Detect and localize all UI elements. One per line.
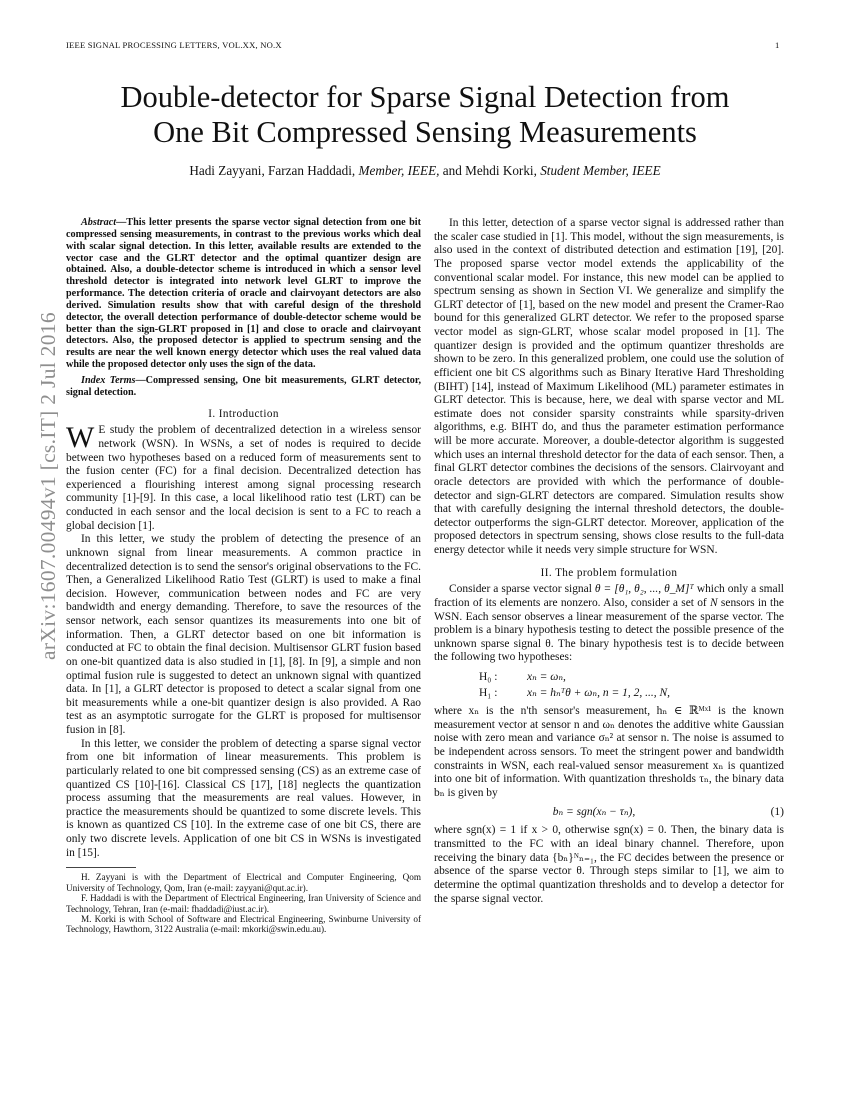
paper-title (0, 80, 850, 150)
theta-vector: θ = [θ₁, θ₂, ..., θ_M]ᵀ (594, 583, 694, 596)
problem-text-b: which only a small fraction of its elements are nonzero. Also, consider a set of (434, 583, 784, 609)
abstract (66, 217, 421, 371)
journal-header: IEEE SIGNAL PROCESSING LETTERS, VOL.XX, NO.X (66, 40, 282, 50)
equation-1-body: bₙ = sgn(xₙ − τₙ), (552, 806, 636, 819)
intro-paragraph-1 (66, 421, 421, 533)
problem-text-a: Consider a sparse vector signal (449, 583, 595, 596)
problem-text-c: sensors in the WSN. Each sensor observes a linear measurement of the sparse vector. The problem is a binary hypothesis testing to detect the possible presence of the unknown sparse signal θ. The binary hypothesis test is to decide between the following two hypotheses: (434, 596, 784, 664)
index-terms-label: Index Terms (81, 374, 136, 386)
index-terms (66, 375, 421, 399)
hypothesis-h0 (434, 669, 784, 685)
arxiv-stamp (36, 312, 60, 680)
title-line-1: Double-detector for Sparse Signal Detection from (120, 80, 730, 114)
sensor-count: N (710, 596, 718, 609)
abstract-label: Abstract (81, 217, 117, 228)
footnote-1: H. Zayyani is with the Department of Electrical and Computer Engineering, Qom University of Technology, Qom, Iran (e-mail: zayyani@qut.ac.ir). (66, 872, 421, 893)
hypothesis-h1 (434, 685, 784, 701)
author-role-2: Student Member, IEEE (540, 163, 661, 178)
footnote-2: F. Haddadi is with the Department of Electrical Engineering, Iran University of Science and Technology, Tehran, Iran (e-mail: fhaddadi@iust.ac.ir). (66, 893, 421, 914)
section-heading-problem-formulation: II. The problem formulation (540, 566, 678, 579)
right-column (434, 217, 784, 906)
h1-label: H₁ : (479, 687, 498, 699)
problem-paragraph-1 (434, 583, 784, 665)
problem-paragraph-2: where xₙ is the n'th sensor's measurement, hₙ ∈ ℝᴹˣ¹ is the known measurement vector at sensor n and ωₙ denotes the additive white Gaussian noise with zero mean and variance σₙ² at sensor n. The noise is assumed to be independent across sensors. To meet the stringent power and bandwidth constraints in WSN, each real-valued sensor measurement xₙ is quantized into one bit of information. With quantization thresholds τₙ, the binary data bₙ is given by (434, 705, 784, 799)
intro-paragraph-2: In this letter, we study the problem of detecting the presence of an unknown signal from linear measurements. A common practice in decentralized detection is to send the sensor's original observations to the FC. Then, a Generalized Likelihood Ratio Test (GLRT) is used to make a final decision. However, communication between nodes and FC are very bandwidth and energy demanding. Therefore, to save the resources of the sensor network, each sensor quantizes its measurements into one bit of information. Then, a GLRT detector based on one bit information is conducted at FC to obtain the final decision. Multisensor GLRT fusion based on one-bit quantized data is also studied in [1], [8]. In [9], a simple and non optimal fusion rule is suggested to detect an unknown signal with quantized data. In [1], a GLRT detector is proposed to detect a scalar signal from one bit measurements while a one-bit quantizer design is also provided. A Rao test as an asymptotic surrogate for the GLRT is proposed for multisensor fusion in [8]. (66, 533, 421, 737)
section-heading-introduction: I. Introduction (208, 407, 279, 420)
h0-label: H₀ : (479, 671, 498, 683)
abstract-text: —This letter presents the sparse vector signal detection from one bit compressed sensing measurements, in contrast to the previous works which deal with scalar signal detection. In this letter, available results are extended to the vector case and the GLRT detector and the optimal quantizer design are obtained. Also, a double-detector scheme is introduced in which a sensor level threshold detector is integrated into network level GLRT to improve the performance. The detection criteria of oracle and clairvoyant detectors are also derived. Simulation results show that with careful design of the threshold detector, the overall detection performance of double-detector scheme would be better than the sign-GLRT proposed in [1] and close to oracle and clairvoyant detectors. Also, the proposed detector is applied to spectrum sensing and the results are near the well known energy detector which uses the real valued data while the proposed detector only uses the sign of the data. (66, 217, 421, 371)
intro-paragraph-1-text: E study the problem of decentralized detection in a wireless sensor network (WSN). In WSNs, a set of nodes is required to decide between two hypotheses based on a reduced form of measurements sent to the fusion center (FC) for a final decision. Decentralized detection has experienced a flourishing interest among signal processing research community [1]-[9]. In this case, a local likelihood ratio test (LRT) can be conducted in each sensor and the local decision is sent to a FC to reach a global decision [1]. (66, 424, 421, 532)
right-paragraph-1: In this letter, detection of a sparse vector signal is addressed rather than the scaler case studied in [1]. This model, without the sign measurements, is also used in the context of distributed detection and estimation [19], [20]. The proposed sparse vector model extends the applicability of the conventional scalar model. For instance, this new model can be applied to spectrum sensing as shown in Section VI. We generalize and simplify the GLRT detector of [1], based on the new model and present the Cramer-Rao bound for this generalized GLRT detector. We refer to the proposed sparse vector model as sign-GLRT, whose scalar model proposed in [1]. The quantizer design is provided and the optimum quantizer thresholds are shown to be zero. In this generalized problem, one could use the solution of efficient one bit CS algorithms such as Binary Iterative Hard Thresholding (BIHT) [14], instead of Maximum Likelihood (ML) parameter estimates in GLRT detector. This is because, here, we deal with sparse vector and ML estimate does not consider sparsity constraints while sparsity-driven algorithms, e.g. BIHT do, and thus the parameter estimation performance will be more accurate. Moreover, a double-detector algorithm is suggested which uses an internal threshold detector for the data of each sensor. Then, a final GLRT detector combines the decisions of the sensors. Clairvoyant and oracle detectors are provided with which the performance of double-detector and sign-GLRT detectors are compared. Simulation results show that with carefully designing the internal threshold detectors, the double-detector outperforms the sign-GLRT detector. Moreover, application of the proposed detectors in spectrum sensing, shows close results to the full-data energy detector while it needs very simple structure for WSN. (434, 217, 784, 556)
author-names-1: Hadi Zayyani, Farzan Haddadi, (189, 163, 359, 178)
hypotheses-equation (434, 669, 784, 701)
author-role-1: Member, IEEE, (358, 163, 440, 178)
drop-cap: W (66, 421, 95, 455)
equation-1-number: (1) (770, 806, 784, 819)
h1-equation: xₙ = hₙᵀθ + ωₙ, n = 1, 2, ..., N, (527, 687, 670, 699)
arxiv-stamp-text: arXiv:1607.00494v1 [cs.IT] 2 Jul 2016 (36, 312, 60, 660)
author-list (0, 163, 850, 179)
page-number: 1 (775, 40, 780, 50)
footnote-rule (66, 867, 136, 868)
h0-equation: xₙ = ωₙ, (527, 671, 566, 683)
equation-1 (434, 804, 784, 820)
intro-paragraph-3: In this letter, we consider the problem of detecting a sparse signal vector from one bit information of linear measurements. This problem is particularly related to one bit compressed sensing (CS) as an extreme case of quantized CS [10]-[16]. Classical CS [17], [18] neglects the quantization process assuming that the measurements are real values. However, in practice the measurements should be quantized to some discrete levels. This is known as quantized CS [10]. In the extreme case of one bit CS, there are only two discrete levels. Application of one bit CS in WSNs is investigated in [15]. (66, 737, 421, 859)
left-column (66, 217, 421, 935)
problem-paragraph-3: where sgn(x) = 1 if x > 0, otherwise sgn(x) = 0. Then, the binary data is transmitted to the FC with an ideal binary channel. Therefore, upon receiving the binary data {bₙ}ᴺₙ₌₁, the FC decides between the presence or absence of the sparse vector θ. Through steps similar to [1], we aim to determine the optimal quantization thresholds and to develop a detector for the sparse signal vector. (434, 824, 784, 905)
title-line-2: One Bit Compressed Sensing Measurements (153, 115, 697, 149)
footnote-3: M. Korki is with School of Software and Electrical Engineering, Swinburne University of Technology, Hawthorn, 3122 Australia (e-mail: mkorki@swin.edu.au). (66, 913, 421, 935)
author-names-2: and Mehdi Korki, (439, 163, 541, 178)
index-terms-text: —Compressed sensing, One bit measurements, GLRT detector, signal detection. (66, 374, 421, 398)
